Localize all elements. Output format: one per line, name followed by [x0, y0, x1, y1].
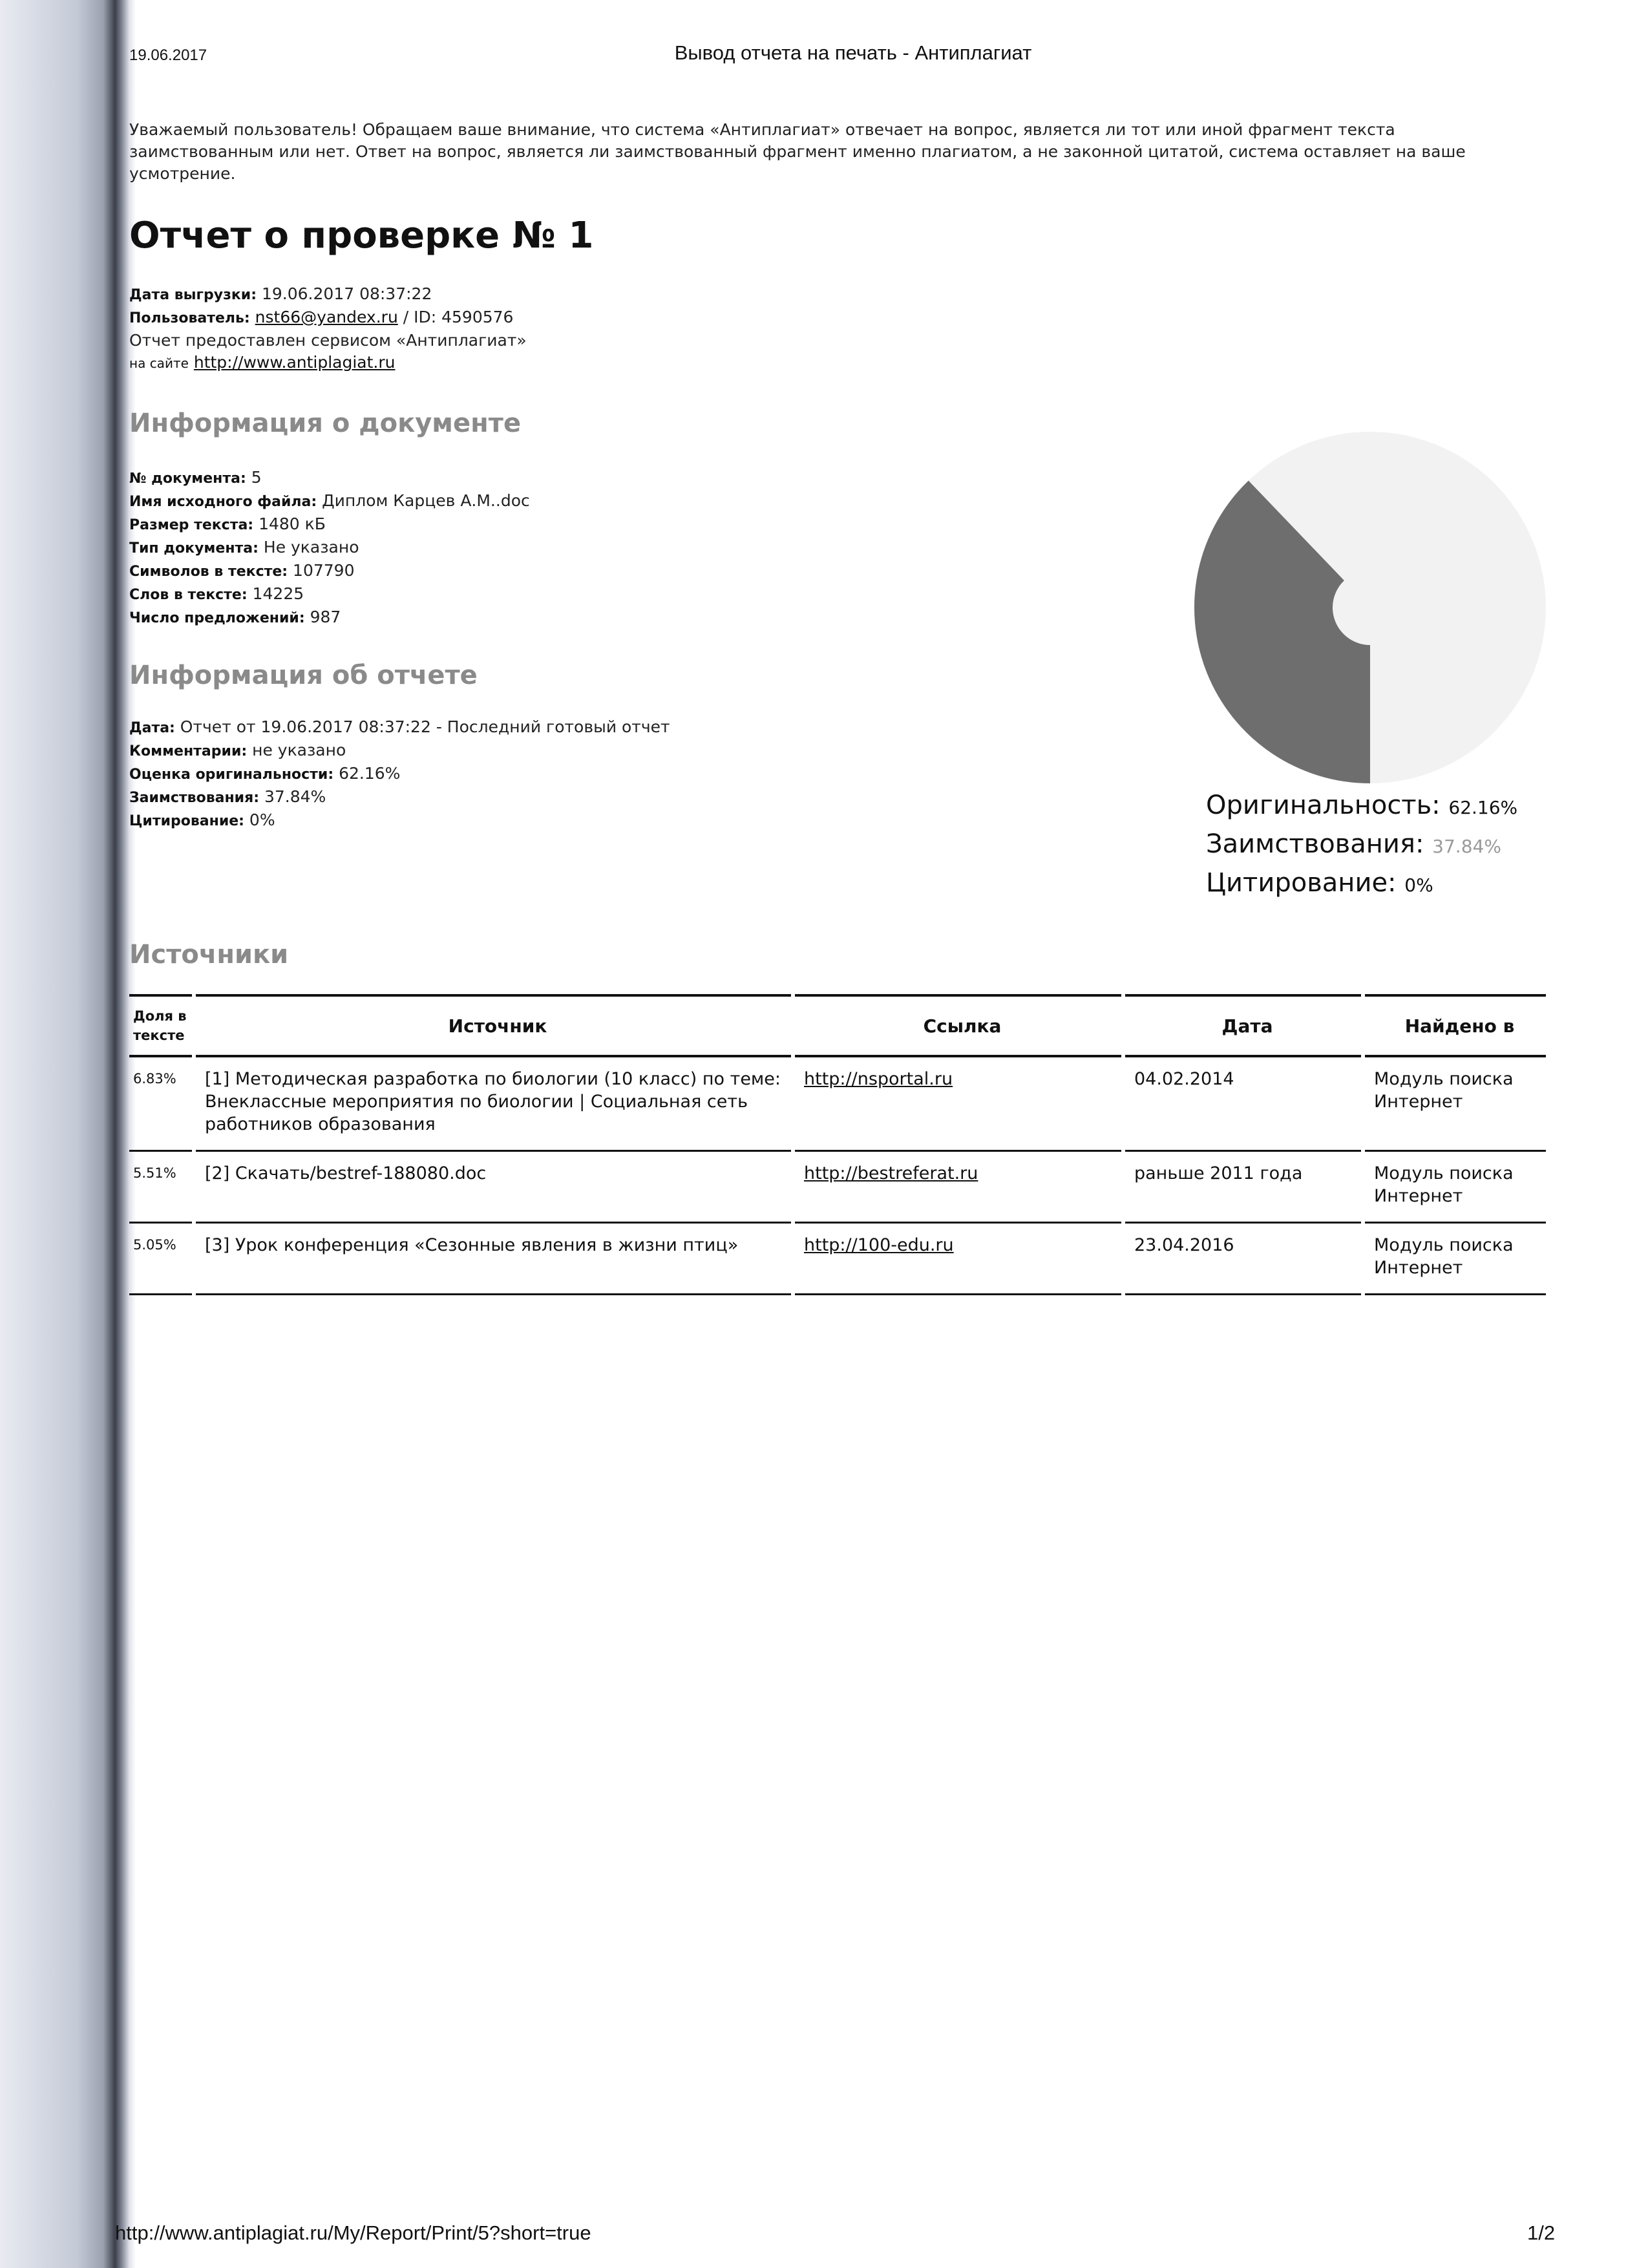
report-info-heading: Информация об отчете — [129, 661, 478, 690]
legend-borrowing: Заимствования: 37.84% — [1206, 829, 1501, 859]
sources-header-row — [129, 995, 1546, 1056]
document-info-heading: Информация о документе — [129, 408, 522, 438]
print-title: Вывод отчета на печать - Антиплагиат — [674, 41, 1032, 64]
user-label: Пользователь: — [129, 310, 250, 326]
footer-page-number: 1/2 — [1527, 2221, 1556, 2244]
site-link[interactable]: http://www.antiplagiat.ru — [193, 353, 396, 372]
source-found-in: Модуль поиска Интернет — [1363, 1223, 1546, 1295]
report-meta — [129, 283, 527, 374]
user-notice: Уважаемый пользователь! Обращаем ваше внимание, что система «Антиплагиат» отвечает на вопрос, является ли тот или иной фрагмент текста заимствованным или нет. Ответ на вопрос, является ли заимствованный фрагмент именно плагиатом, а не законной цитатой, система оставляет на ваше усмотрение. — [129, 120, 1466, 183]
source-date: 23.04.2016 — [1123, 1223, 1363, 1295]
footer-url: http://www.antiplagiat.ru/My/Report/Print/5?short=true — [115, 2221, 591, 2244]
source-link[interactable]: http://bestreferat.ru — [804, 1163, 978, 1183]
doc-row: Размер текста: 1480 кБ — [129, 514, 326, 533]
doc-row: Символов в тексте: 107790 — [129, 561, 355, 580]
pie-legend — [1206, 787, 1517, 904]
doc-row: Имя исходного файла: Диплом Карцев А.М..doc — [129, 491, 530, 510]
legend-citation: Цитирование: 0% — [1206, 868, 1433, 898]
col-link: Ссылка — [793, 995, 1123, 1056]
report-row: Комментарии: не указано — [129, 741, 346, 759]
report-info-list — [129, 716, 670, 832]
document-info-list — [129, 467, 530, 630]
report-page — [115, 0, 1648, 2268]
user-id: / ID: 4590576 — [403, 308, 514, 326]
provided-by: Отчет предоставлен сервисом «Антиплагиат» — [129, 331, 527, 350]
doc-row: Тип документа: Не указано — [129, 538, 359, 556]
print-date: 19.06.2017 — [129, 47, 207, 64]
sources-heading: Источники — [129, 940, 289, 970]
col-found-in: Найдено в — [1363, 995, 1546, 1056]
sources-table — [129, 994, 1546, 1295]
table-row — [129, 1223, 1546, 1295]
table-row — [129, 1151, 1546, 1223]
source-date: раньше 2011 года — [1123, 1151, 1363, 1223]
table-row — [129, 1056, 1546, 1151]
report-row: Дата: Отчет от 19.06.2017 08:37:22 - Последний готовый отчет — [129, 717, 670, 736]
source-title: [2] Скачать/bestref-188080.doc — [194, 1151, 793, 1223]
report-row: Заимствования: 37.84% — [129, 787, 326, 806]
export-date-value: 19.06.2017 08:37:22 — [261, 284, 432, 303]
scan-binding-shadow — [0, 0, 136, 2268]
col-date: Дата — [1123, 995, 1363, 1056]
report-row: Оценка оригинальности: 62.16% — [129, 764, 401, 783]
source-title: [3] Урок конференция «Сезонные явления в жизни птиц» — [194, 1223, 793, 1295]
export-date-label: Дата выгрузки: — [129, 287, 257, 303]
source-share: 6.83% — [129, 1056, 194, 1151]
source-found-in: Модуль поиска Интернет — [1363, 1056, 1546, 1151]
source-title: [1] Методическая разработка по биологии (10 класс) по теме: Внеклассные мероприятия по биологии | Социальная сеть работников образования — [194, 1056, 793, 1151]
col-source: Источник — [194, 995, 793, 1056]
doc-row: № документа: 5 — [129, 468, 262, 487]
source-found-in: Модуль поиска Интернет — [1363, 1151, 1546, 1223]
legend-originality: Оригинальность: 62.16% — [1206, 790, 1518, 820]
site-label: на сайте — [129, 355, 189, 371]
report-row: Цитирование: 0% — [129, 811, 275, 829]
user-email-link[interactable]: nst66@yandex.ru — [255, 308, 398, 326]
source-link[interactable]: http://nsportal.ru — [804, 1069, 953, 1089]
doc-row: Число предложений: 987 — [129, 608, 341, 626]
doc-row: Слов в тексте: 14225 — [129, 584, 304, 603]
source-link[interactable]: http://100-edu.ru — [804, 1235, 954, 1255]
col-share: Доля в тексте — [129, 995, 194, 1056]
source-share: 5.51% — [129, 1151, 194, 1223]
source-date: 04.02.2014 — [1123, 1056, 1363, 1151]
originality-pie-chart — [1189, 427, 1551, 789]
source-share: 5.05% — [129, 1223, 194, 1295]
report-title: Отчет о проверке № 1 — [129, 215, 594, 257]
